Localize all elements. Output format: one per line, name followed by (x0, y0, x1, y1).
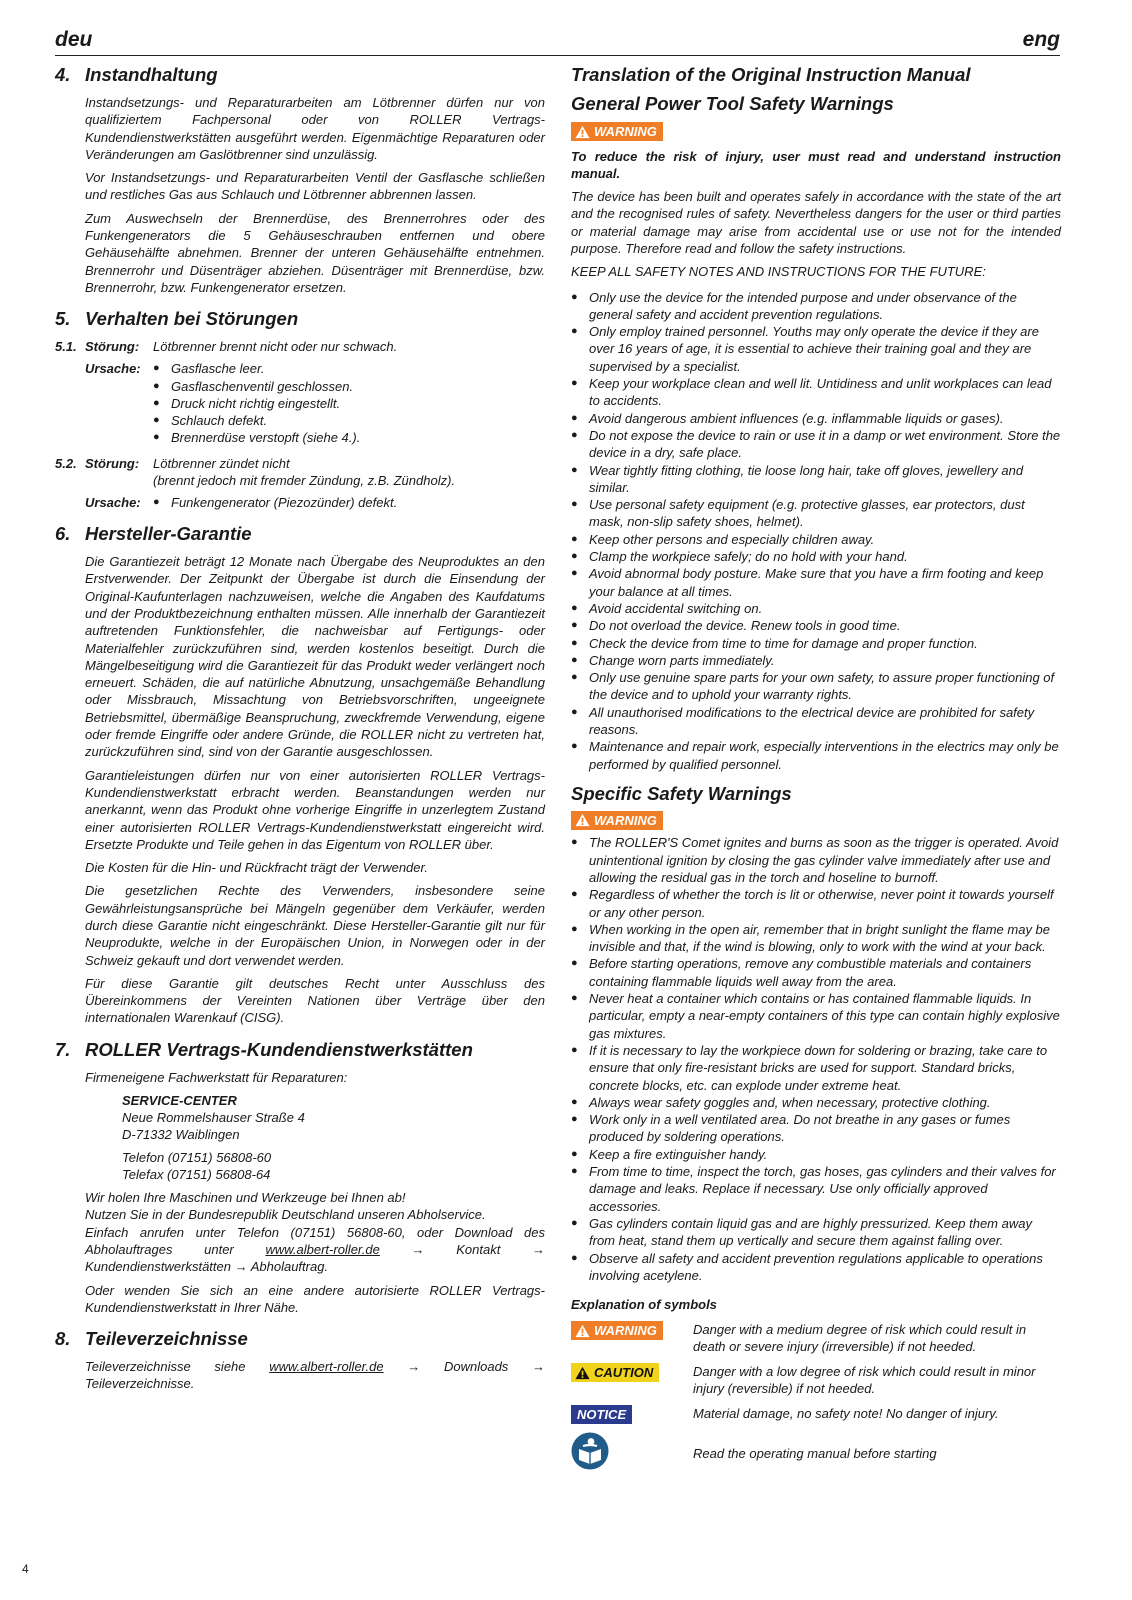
paragraph: Oder wenden Sie sich an eine andere autorisierte ROLLER Vertrags-Kundendienstwerkstatt in Ihrer Nähe. (85, 1282, 545, 1315)
symbol-description: Danger with a medium degree of risk which could result in death or severe injury (irreversible) if not heeded. (693, 1322, 1027, 1355)
cause-row: Ursache: ● Gasflasche leer. ● Gasflaschenventil geschlossen. ● Druck nicht richtig eingestellt. ● Schlauch defekt. ● Brennerdüse verstopft (siehe 4.). (55, 360, 545, 446)
symbol-row-manual (571, 1432, 1061, 1475)
symbol-description: Material damage, no safety note! No danger of injury. (693, 1406, 999, 1422)
fax-number: Telefax (07151) 56808-64 (122, 1167, 271, 1183)
page-number: 4 (22, 1562, 29, 1576)
warning-badge: WARNING (571, 1321, 663, 1340)
symbols-title: Explanation of symbols (571, 1297, 717, 1313)
section-heading: Specific Safety Warnings (571, 782, 792, 804)
notice-badge: NOTICE (571, 1405, 632, 1424)
list-item: ● Only use genuine spare parts for your own safety, to assure proper functioning of the device and to uphold your warranty rights. (571, 669, 1061, 704)
list-item: ● Never heat a container which contains or has contained flammable liquids. In particular, empty a near-empty containers of this type can contain highly explosive gas mixtures. (571, 990, 1061, 1042)
list-item: ● Avoid accidental switching on. (571, 600, 1061, 617)
list-item: ● Keep your workplace clean and well lit. Untidiness and unlit workplaces can lead to accidents. (571, 375, 1061, 410)
warning-triangle-icon (575, 813, 590, 827)
cause-row: Ursache: ● Funkengenerator (Piezozünder) defekt. (55, 494, 545, 511)
website-link[interactable]: www.albert-roller.de (265, 1241, 380, 1257)
paragraph: Für diese Garantie gilt deutsches Recht unter Ausschluss des Übereinkommens der Vereinten Nationen über Verträge über den internationalen Warenkauf (CISG). (85, 975, 545, 1026)
phone-number: Telefon (07151) 56808-60 (122, 1150, 272, 1166)
list-item: ● Do not expose the device to rain or use it in a damp or wet environment. Store the device in a dry, safe place. (571, 427, 1061, 462)
symbol-description: Read the operating manual before starting (693, 1446, 937, 1462)
paragraph: The device has been built and operates safely in accordance with the state of the art and the recognised rules of safety. Nevertheless dangers for the user or third parties or material damage may arise from accidental use or use not for the intended purpose. Therefore read and follow the safety instructions. (571, 189, 1061, 256)
service-center-address: SERVICE-CENTER Neue Rommelshauser Straße 4 D-71332 Waiblingen Telefon (07151) 56808-60 Telefax (07151) 56808-64 (122, 1093, 305, 1183)
language-left: deu (55, 28, 93, 51)
list-item: ● Avoid dangerous ambient influences (e.g. inflammable liquids or gases). (571, 410, 1061, 427)
section-heading: General Power Tool Safety Warnings (571, 93, 894, 114)
paragraph: Garantieleistungen dürfen nur von einer autorisierten ROLLER Vertrags-Kundendienstwerkstatt erbracht werden. Beanstandungen werden nur anerkannt, wenn das Produkt ohne vorherige Eingriffe in unzerlegtem Zustand einer autorisierten ROLLER Vertrags-Kundendienstwerkstatt eingereicht wird. Ersetzte Produkte und Teile gehen in das Eigentum von ROLLER über. (85, 767, 545, 852)
list-item: ● Do not overload the device. Renew tools in good time. (571, 617, 1061, 634)
symbol-description: Danger with a low degree of risk which could result in minor injury (reversible) if not heeded. (693, 1364, 1036, 1397)
paragraph: Die Garantiezeit beträgt 12 Monate nach Übergabe des Neuproduktes an den Erstverwender. Der Zeitpunkt der Übergabe ist durch die Einsendung der Original-Kaufunterlagen nachzuweisen, welche die Angaben des Kaufdatums und der Produktbezeichnung enthalten müssen. Alle innerhalb der Garantiezeit auftretenden Funktionsfehler, die nachweisbar auf Fertigungs- oder Materialfehler zurückzuführen sind, werden kostenlos beseitigt. Durch die Mängelbeseitigung wird die Garantiezeit für das Produkt weder verlängert noch erneuert. Schäden, die auf natürliche Abnutzung, unsachgemäße Behandlung oder Missbrauch, Missachtung von Betriebsvorschriften, ungeeignete Betriebsmittel, übermäßige Beanspruchung, zweckfremde Verwendung, eigene oder fremde Eingriffe oder andere Gründe, die ROLLER nicht zu vertreten hat, zurückzuführen sind, sind von der Garantie ausgeschlossen. (85, 554, 545, 760)
language-header (55, 27, 1060, 56)
list-item: ● If it is necessary to lay the workpiece down for soldering or brazing, take care to ensure that only fire-resistant bricks are used for support. Standard bricks, concrete blocks, etc. can explode under extreme heat. (571, 1042, 1061, 1094)
german-column (55, 64, 545, 1405)
list-item: ● Observe all safety and accident prevention regulations applicable to operations involving acetylene. (571, 1250, 1061, 1285)
warning-badge: WARNING (571, 811, 663, 830)
warning-text: To reduce the risk of injury, user must read and understand instruction manual. (571, 148, 1061, 181)
language-right: eng (1022, 28, 1060, 51)
list-item: ● Druck nicht richtig eingestellt. (153, 395, 545, 412)
list-item: ● Use personal safety equipment (e.g. protective glasses, ear protectors, dust mask, non-slip safety shoes, helmet). (571, 496, 1061, 531)
list-item: ● Before starting operations, remove any combustible materials and containers containing flammable liquids well away from the area. (571, 955, 1061, 990)
caution-triangle-icon (575, 1366, 590, 1380)
list-item: ● Change worn parts immediately. (571, 652, 1061, 669)
list-item: ● Schlauch defekt. (153, 412, 545, 429)
list-item: ● Work only in a well ventilated area. Do not breathe in any gases or fumes produced by soldering operations. (571, 1111, 1061, 1146)
paragraph: Instandsetzungs- und Reparaturarbeiten am Lötbrenner dürfen nur von qualifiziertem Fachpersonal oder von ROLLER Vertrags-Kundendienstwerkstätten ausgeführt werden. Eigenmächtige Reparaturen oder Veränderungen am Gaslötbrenner sind unzulässig. (85, 95, 545, 162)
paragraph: Zum Auswechseln der Brennerdüse, des Brennerrohres oder des Funkengenerators die 5 Gehäuseschrauben entfernen und obere Gehäusehälfte abnehmen. Brenner der unteren Gehäusehälfte entnehmen. Brennerrohr und Düsenträger abziehen. Düsenträger mit Brennerdüse, bzw. Brennerrohr, bzw. Funkengenerator ersetzen. (85, 210, 545, 295)
cause-list (153, 360, 545, 446)
warning-badge: WARNING (571, 122, 663, 141)
section-heading: 4. Instandhaltung (55, 64, 218, 85)
list-item: ● From time to time, inspect the torch, gas hoses, gas cylinders and their valves for damage and leaks. Replace if necessary. Use only officially approved accessories. (571, 1163, 1061, 1215)
list-item: ● Regardless of whether the torch is lit or otherwise, never point it towards yourself or any other person. (571, 886, 1061, 921)
list-item: ● Only employ trained personnel. Youths may only operate the device if they are over 16 years of age, it is essential to achieve their training goal and they are supervised by a specialist. (571, 323, 1061, 375)
page-title: Translation of the Original Instruction Manual (571, 64, 971, 85)
section-troubleshooting (55, 308, 545, 511)
paragraph: Vor Instandsetzungs- und Reparaturarbeiten Ventil der Gasflasche schließen und restliches Gas aus Schlauch und Lötbrenner abbrennen lassen. (85, 170, 545, 203)
section-parts-lists (55, 1328, 545, 1393)
list-item: ● Avoid abnormal body posture. Make sure that you have a firm footing and keep your balance at all times. (571, 565, 1061, 600)
paragraph: Wir holen Ihre Maschinen und Werkzeuge bei Ihnen ab! (85, 1190, 406, 1206)
section-heading: 5. Verhalten bei Störungen (55, 308, 299, 330)
paragraph: Nutzen Sie in der Bundesrepublik Deutschland unseren Abholservice. (85, 1207, 486, 1223)
service-center-name: SERVICE-CENTER (122, 1093, 237, 1109)
list-item: ● Funkengenerator (Piezozünder) defekt. (153, 494, 545, 511)
cause-list (153, 494, 545, 511)
caution-badge: CAUTION (571, 1363, 659, 1382)
list-item: ● Gasflaschenventil geschlossen. (153, 378, 545, 395)
warning-triangle-icon (575, 125, 590, 139)
list-item: ● When working in the open air, remember that in bright sunlight the flame may be invisible and that, if the wind is blowing, only to work with the wind at your back. (571, 921, 1061, 956)
paragraph: Die gesetzlichen Rechte des Verwenders, insbesondere seine Gewährleistungsansprüche bei Mängeln gegenüber dem Verkäufer, werden durch diese Garantie nicht eingeschränkt. Diese Hersteller-Garantie gilt nur für Neuprodukte, welche in der Europäischen Union, in Norwegen oder in der Schweiz gekauft und dort verwendet werden. (85, 883, 545, 968)
paragraph: Einfach anrufen unter Telefon (07151) 56808-60, oder Download des Abholauftrages unter www.albert-roller.de → Kontakt → Kundendienstwerkstätten → Abholauftrag. (85, 1224, 545, 1275)
list-item: ● Clamp the workpiece safely; do no hold with your hand. (571, 548, 1061, 565)
list-item: ● Keep other persons and especially children away. (571, 531, 1061, 548)
symbol-row-notice (571, 1405, 1061, 1424)
list-item: ● Always wear safety goggles and, when necessary, protective clothing. (571, 1094, 1061, 1111)
paragraph: Teileverzeichnisse siehe www.albert-roller.de → Downloads → Teileverzeichnisse. (85, 1359, 545, 1392)
list-item: ● Maintenance and repair work, especially interventions in the electrics may only be performed by qualified personnel. (571, 738, 1061, 773)
section-service-workshops (55, 1039, 545, 1316)
section-warranty (55, 523, 545, 1027)
list-item: ● The ROLLER'S Comet ignites and burns as soon as the trigger is operated. Avoid unintentional ignition by closing the gas cylinder valve immediately after use and allowing the residual gas in the torch and hoseline to burnoff. (571, 834, 1061, 886)
fault-row: 5.2. Störung: Lötbrenner zündet nicht (brennt jedoch mit fremder Zündung, z.B. Zündholz). (55, 455, 456, 488)
symbol-row-warning (571, 1321, 1061, 1355)
list-item: ● Gas cylinders contain liquid gas and are highly pressurized. Keep them away from heat, stand them up vertically and secure them against falling over. (571, 1215, 1061, 1250)
paragraph: Firmeneigene Fachwerkstatt für Reparaturen: (85, 1069, 348, 1085)
list-item: ● Wear tightly fitting clothing, tie loose long hair, take off gloves, jewellery and similar. (571, 462, 1061, 497)
symbol-row-caution (571, 1363, 1061, 1397)
list-item: ● All unauthorised modifications to the electrical device are prohibited for safety reasons. (571, 704, 1061, 739)
website-link[interactable]: www.albert-roller.de (269, 1359, 384, 1375)
read-manual-icon (571, 1432, 609, 1470)
list-item: ● Keep a fire extinguisher handy. (571, 1146, 1061, 1163)
paragraph: Die Kosten für die Hin- und Rückfracht trägt der Verwender. (85, 860, 428, 876)
list-item: ● Only use the device for the intended purpose and under observance of the general safety and accident prevention regulations. (571, 289, 1061, 324)
section-maintenance (55, 64, 545, 296)
fault-row: 5.1. Störung: Lötbrenner brennt nicht oder nur schwach. (55, 339, 398, 355)
section-heading: 7. ROLLER Vertrags-Kundendienstwerkstätten (55, 1038, 473, 1060)
paragraph: KEEP ALL SAFETY NOTES AND INSTRUCTIONS FOR THE FUTURE: (571, 264, 986, 280)
warning-triangle-icon (575, 1324, 590, 1338)
section-heading: 6. Hersteller-Garantie (55, 523, 252, 545)
list-item: ● Gasflasche leer. (153, 360, 545, 377)
list-item: ● Check the device from time to time for damage and proper function. (571, 635, 1061, 652)
specific-safety-list (571, 834, 1061, 1284)
list-item: ● Brennerdüse verstopft (siehe 4.). (153, 429, 545, 446)
general-safety-list (571, 289, 1061, 773)
english-column (571, 64, 1061, 1483)
section-heading: 8. Teileverzeichnisse (55, 1328, 248, 1350)
